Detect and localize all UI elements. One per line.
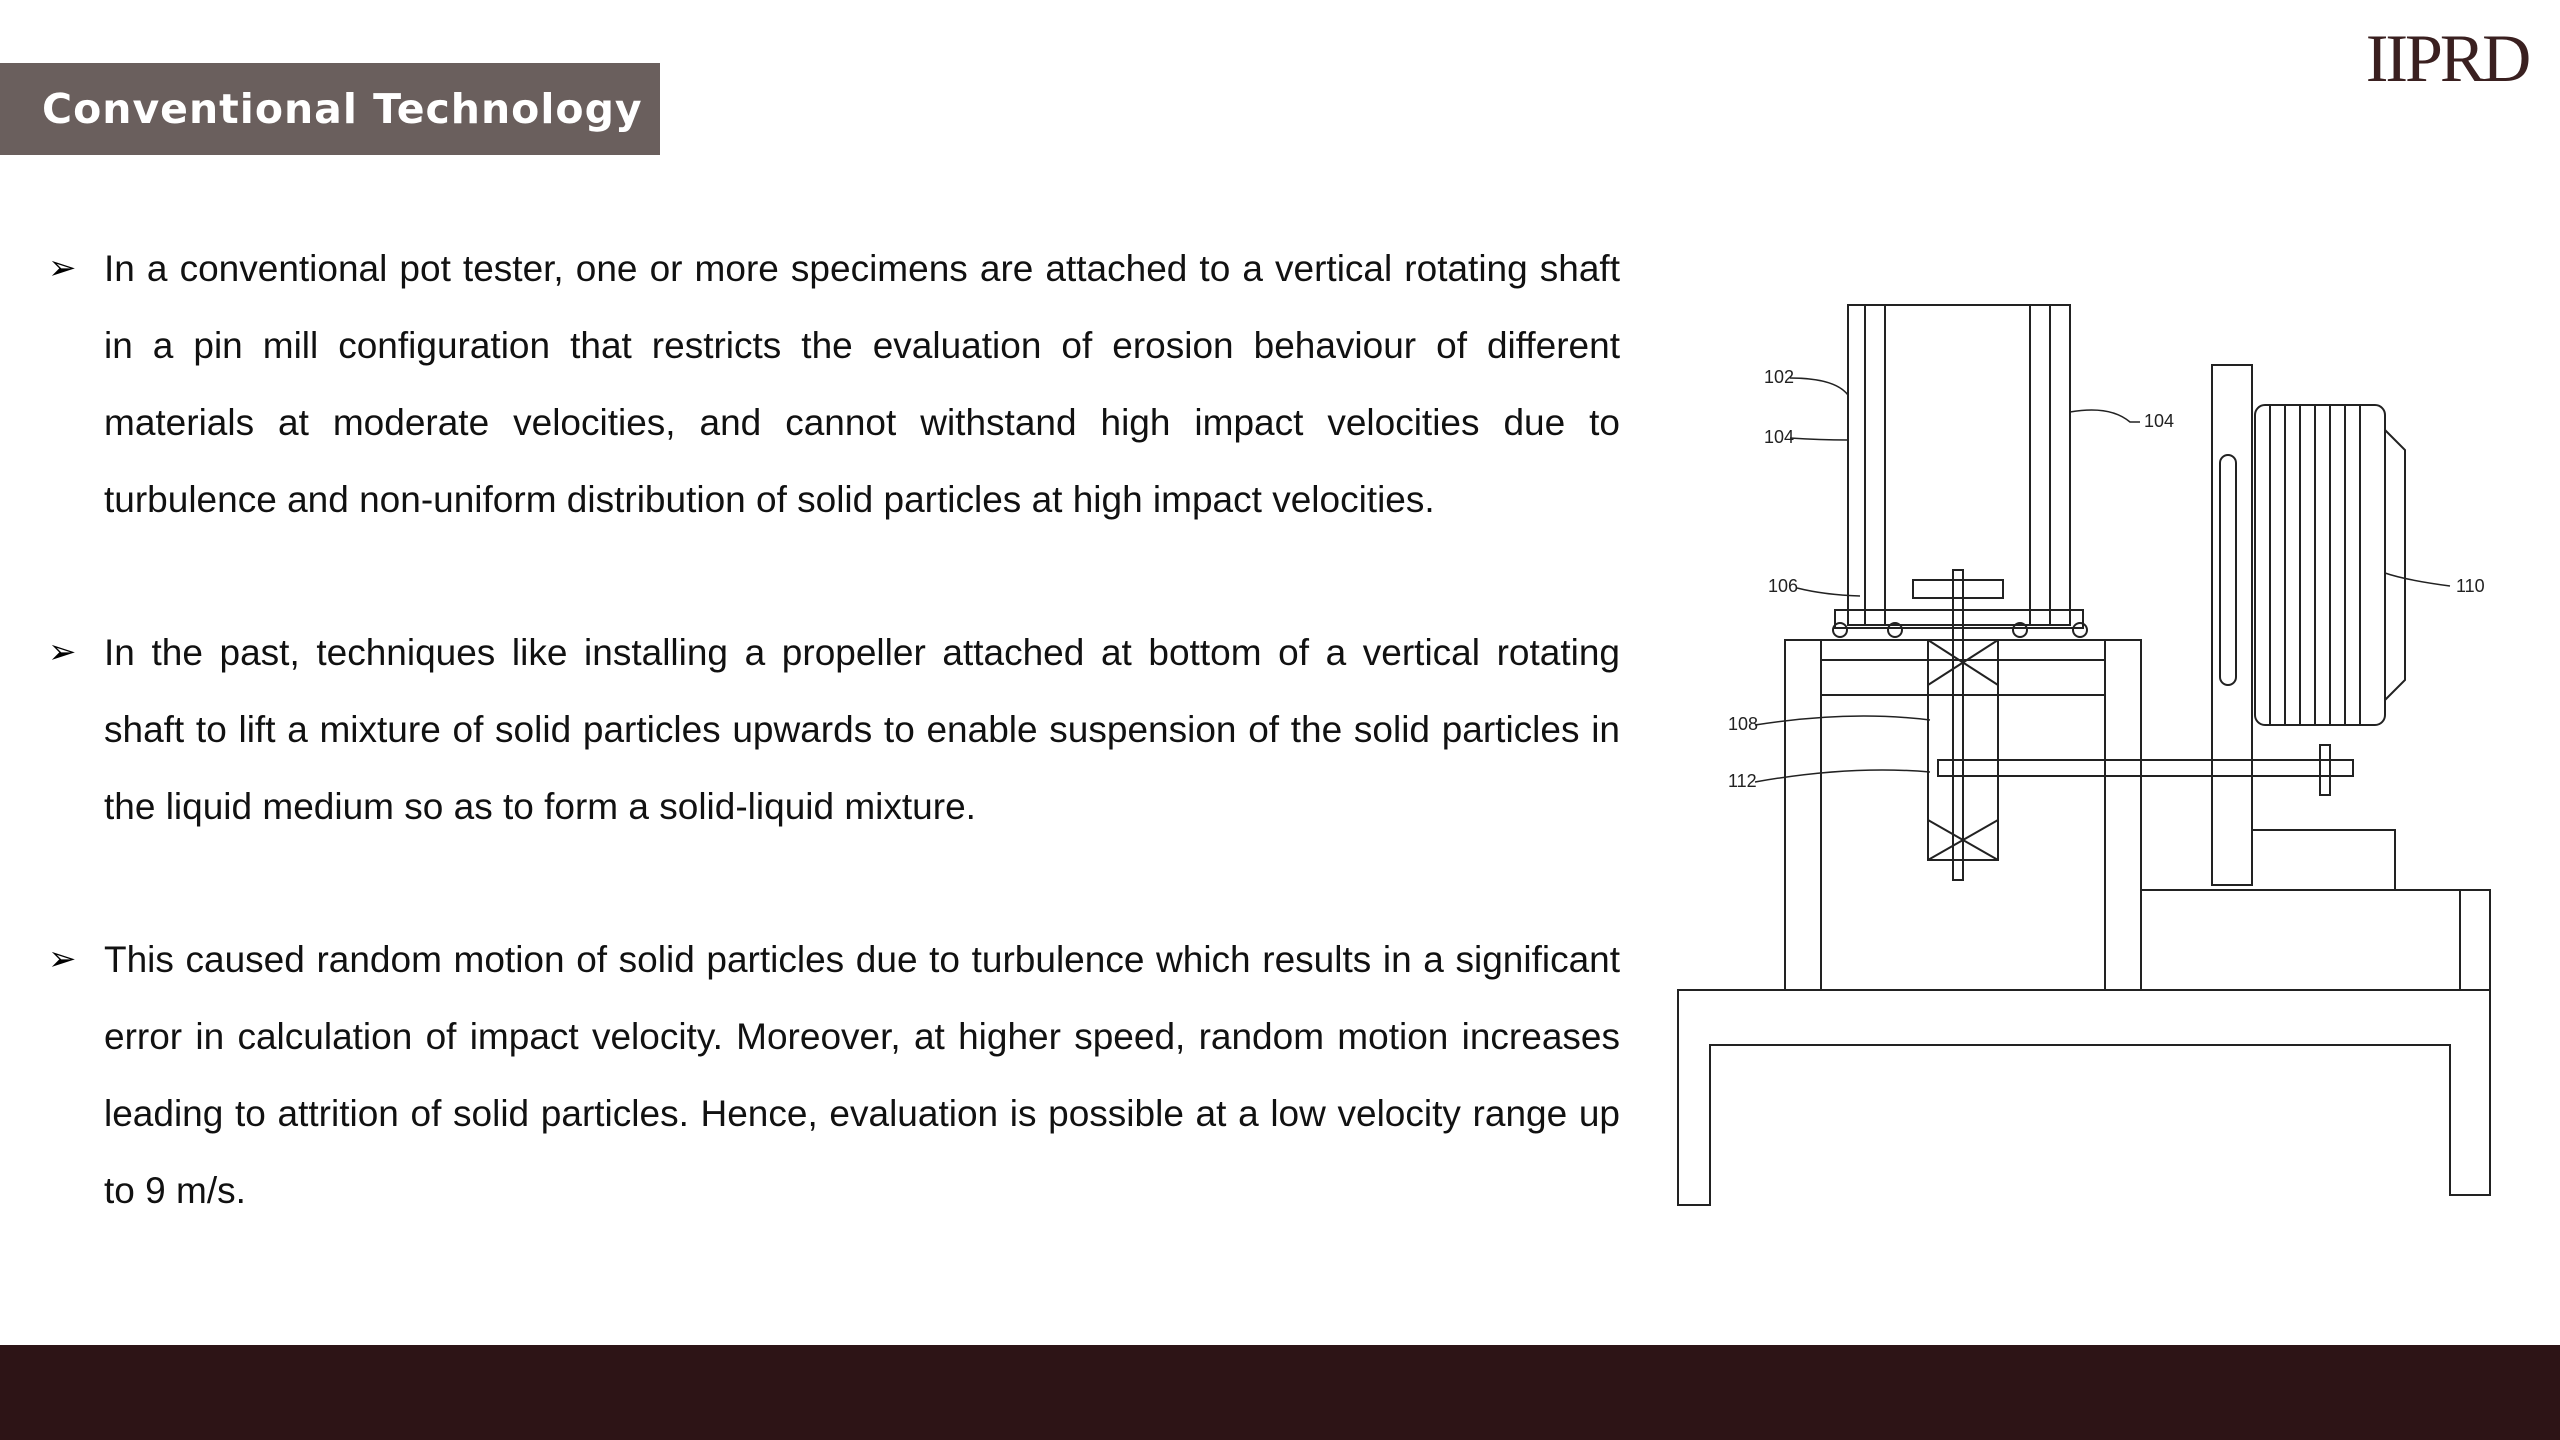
bullet-text: This caused random motion of solid particles due to turbulence which results in a significant error in calculation of impact velocity. Moreover, at higher speed, random motion increases leading to attrition of solid particles. Hence, evaluation is possible at a low velocity range up to 9 m/s. [104,939,1620,1211]
label-108: 108 [1728,714,1759,734]
arrow-bullet-icon: ➢ [48,248,77,288]
bullet-text: In the past, techniques like installing a propeller attached at bottom of a vertical rotating shaft to lift a mixture of solid particles upwards to enable suspension of the solid particles in the liquid medium so as to form a solid-liquid mixture. [104,632,1620,827]
pot-tester-patent-drawing [1660,290,2520,1230]
belt-drive [1938,745,2490,990]
footer-bar [0,1345,2560,1440]
label-104: 104 [1764,427,1795,447]
bullet-item [48,921,1620,1229]
slide-title: Conventional Technology [42,85,643,133]
bullet-list [48,230,1620,1305]
label-104: 104 [2144,411,2175,431]
base-table [1678,990,2490,1205]
label-110: 110 [2456,576,2485,596]
logo-text: IIPRD [2365,19,2529,96]
bullet-text: In a conventional pot tester, one or more specimens are attached to a vertical rotating shaft in a pin mill configuration that restricts the evaluation of erosion behaviour of different materials at moderate velocities, and cannot withstand high impact velocities due to turbulence and non-uniform distribution of solid particles at high impact velocities. [104,248,1620,520]
bullet-item [48,230,1620,538]
label-112: 112 [1728,771,1757,791]
bullet-item [48,614,1620,845]
pot-tank [1833,305,2087,880]
label-106: 106 [1768,576,1799,596]
arrow-bullet-icon: ➢ [48,939,77,979]
motor [2212,365,2405,885]
arrow-bullet-icon: ➢ [48,632,77,672]
slide-title-banner [0,63,660,155]
iiprd-logo [2365,19,2529,96]
label-102: 102 [1764,367,1795,387]
